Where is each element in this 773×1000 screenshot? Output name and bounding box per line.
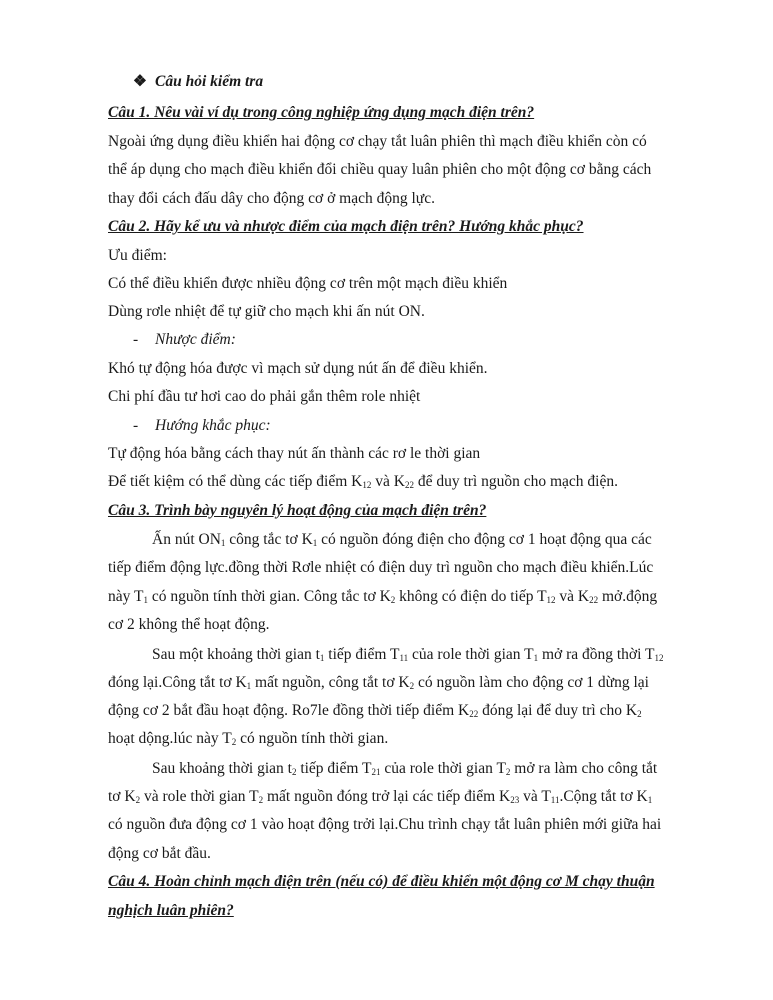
section-heading: ❖ Câu hỏi kiểm tra: [133, 73, 264, 90]
paragraph-1-line-1: Ấn nút $ON_1$ công tắc tơ $K_1$ có nguồn đóng điện cho động cơ 1 hoạt động qua các: [152, 531, 652, 548]
advantages-label: Ưu điểm:: [108, 247, 167, 264]
paragraph-2-line-1: Sau một khoảng thời gian $t_1$ tiếp điểm $T_{11}$ của role thời gian $T_1$ mở ra đồng thời $T_{12}$: [152, 646, 664, 663]
question-1-title: Câu 1. Nêu vài ví dụ trong công nghiệp ứng dụng mạch điện trên?: [108, 104, 535, 121]
paragraph-3-line-1: Sau khoảng thời gian $t_2$ tiếp điểm $T_{21}$ của role thời gian $T_2$ mở ra làm cho công tắt: [152, 760, 658, 777]
paragraph-1-line-2: tiếp điểm động lực.đồng thời Rơle nhiệt có điện duy trì nguồn cho mạch điều khiển.Lúc: [108, 559, 654, 576]
advantage-1: Có thể điều khiển được nhiều động cơ trên một mạch điều khiển: [108, 275, 508, 292]
paragraph-3-line-4: động cơ bắt đầu.: [108, 845, 211, 862]
disadvantages-label: - Nhược điểm:: [133, 331, 236, 348]
question-2-title: Câu 2. Hãy kể ưu và nhược điểm của mạch điện trên? Hướng khắc phục?: [108, 218, 584, 235]
paragraph-2-line-4: hoạt dộng.lúc này $T_2$ có nguồn tính thời gian.: [108, 730, 389, 747]
disadvantage-2: Chi phí đầu tư hơi cao do phải gắn thêm role nhiệt: [108, 388, 421, 405]
answer-1-line-3: thay đổi cách đấu dây cho động cơ ở mạch động lực.: [108, 190, 435, 207]
answer-1-line-1: Ngoài ứng dụng điều khiển hai động cơ chạy tắt luân phiên thì mạch điều khiển còn có: [108, 133, 647, 150]
remedy-label: - Hướng khắc phục:: [133, 417, 271, 434]
question-3-title: Câu 3. Trình bày nguyên lý hoạt động của mạch điện trên?: [108, 502, 487, 519]
remedy-2: Để tiết kiệm có thể dùng các tiếp điểm $K_{12}$ và $K_{22}$ để duy trì nguồn cho mạch điện.: [108, 473, 618, 490]
question-4-title-line-1: Câu 4. Hoàn chỉnh mạch điện trên (nếu có) để điều khiển một động cơ M chạy thuận: [108, 873, 655, 890]
answer-1-line-2: thể áp dụng cho mạch điều khiển đổi chiều quay luân phiên cho một động cơ bằng cách: [108, 161, 652, 178]
advantage-2: Dùng rơle nhiệt để tự giữ cho mạch khi ấn nút ON.: [108, 303, 425, 320]
paragraph-1-line-3: này $T_1$ có nguồn tính thời gian. Công tắc tơ $K_2$ không có điện do tiếp $T_{12}$ và $K_{22}$ mở.động: [108, 588, 658, 605]
paragraph-1-line-4: cơ 2 không thể hoạt động.: [108, 616, 270, 633]
paragraph-3-line-2: tơ $K_2$ và role thời gian $T_2$ mất nguồn đóng trở lại các tiếp điểm $K_{23}$ và $T_{11}.Cộng$ tắt tơ $K_1$: [108, 788, 653, 805]
disadvantage-1: Khó tự động hóa được vì mạch sử dụng nút ấn để điều khiển.: [108, 360, 488, 377]
paragraph-3-line-3: có nguồn đưa động cơ 1 vào hoạt động trởi lại.Chu trình chạy tắt luân phiên mới giữa hai: [108, 816, 662, 833]
paragraph-2-line-3: động cơ 2 bắt đầu hoạt động. Ro7le đồng thời tiếp điểm $K_{22}$ đóng lại để duy trì cho $K_2$: [108, 702, 642, 719]
paragraph-2-line-2: đóng lại.Công tắt tơ $K_1$ mất nguồn, công tắt tơ $K_2$ có nguồn làm cho động cơ 1 dừng lại: [108, 674, 649, 691]
remedy-1: Tự động hóa bằng cách thay nút ấn thành các rơ le thời gian: [108, 445, 481, 462]
diamond-bullet-icon: ❖: [133, 73, 147, 90]
question-4-title-line-2: nghịch luân phiên?: [108, 902, 234, 919]
